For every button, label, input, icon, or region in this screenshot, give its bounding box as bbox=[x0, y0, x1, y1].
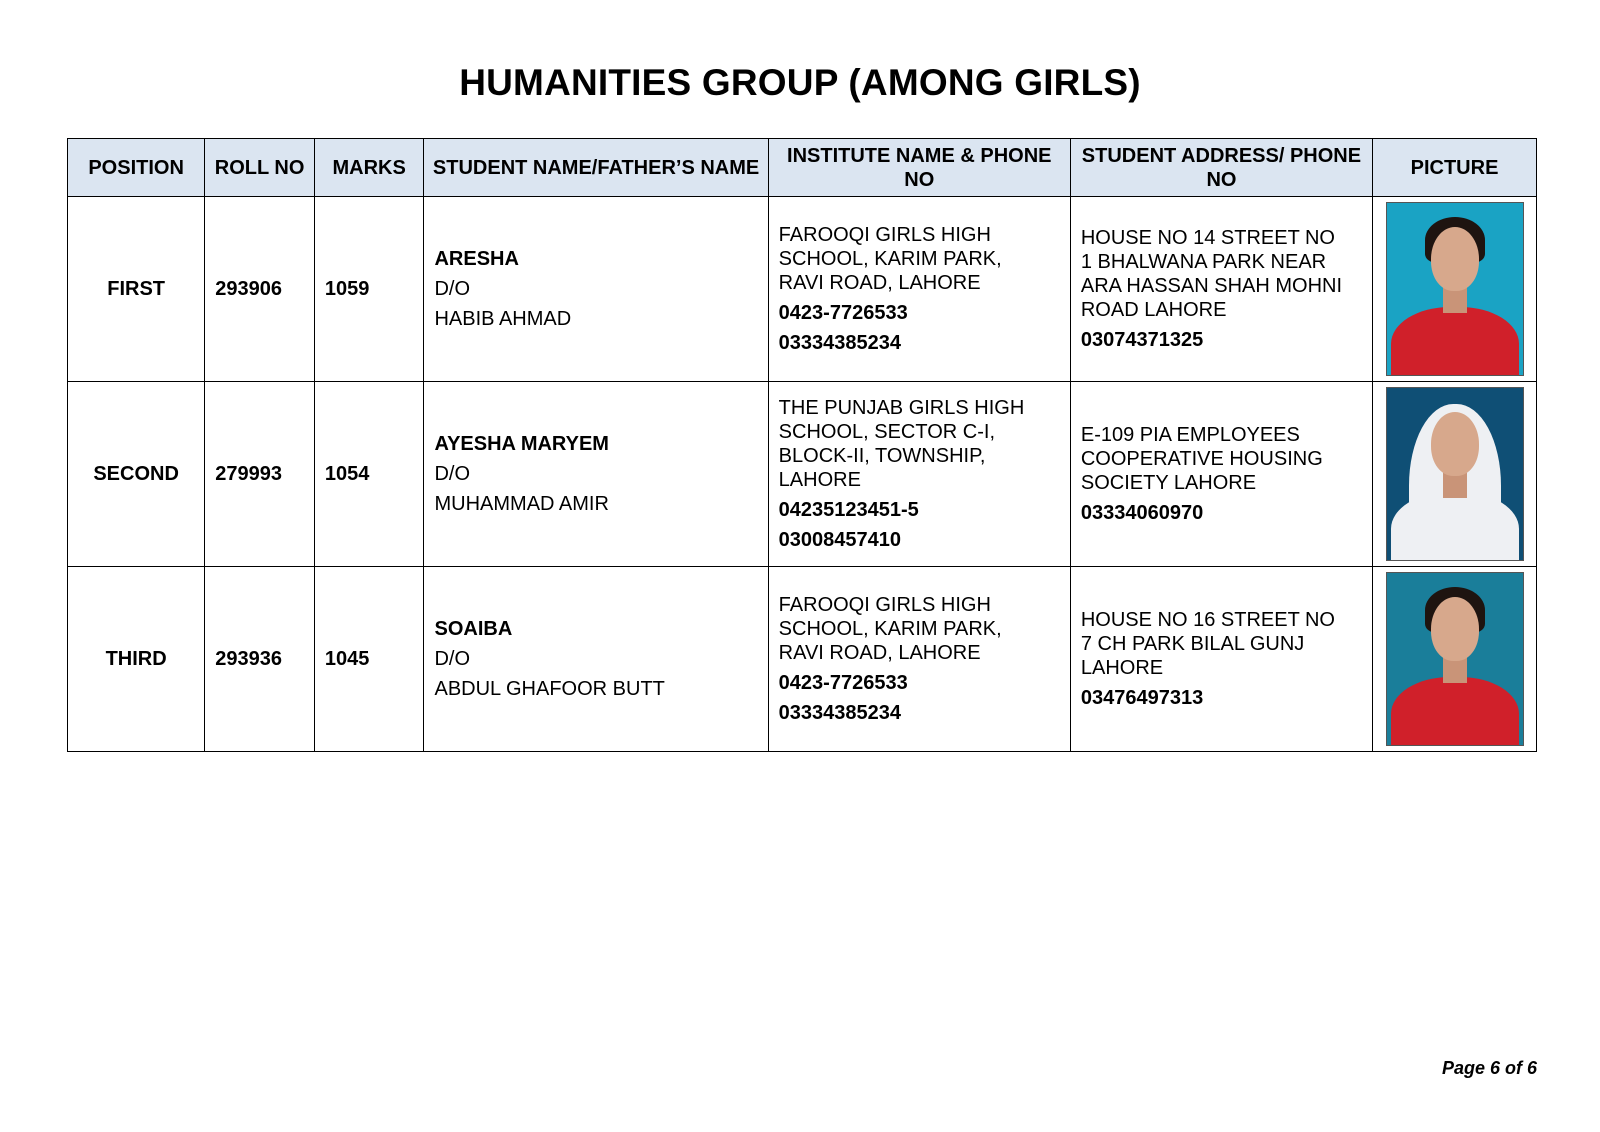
student-name: SOAIBA bbox=[434, 618, 513, 640]
address-cell bbox=[1070, 382, 1372, 567]
institute-line: SCHOOL, KARIM PARK, bbox=[778, 618, 1002, 640]
address-line: 7 CH PARK BILAL GUNJ bbox=[1080, 633, 1305, 655]
header-institute: INSTITUTE NAME & PHONE NO bbox=[768, 139, 1070, 197]
institute-phone: 0423-7726533 bbox=[778, 672, 908, 694]
relation: D/O bbox=[434, 463, 471, 485]
position-cell: FIRST bbox=[68, 197, 205, 382]
address-line: HOUSE NO 16 STREET NO bbox=[1080, 609, 1335, 631]
institute-phone: 03334385234 bbox=[778, 332, 902, 354]
table-row bbox=[68, 567, 1537, 752]
header-address: STUDENT ADDRESS/ PHONE NO bbox=[1070, 139, 1372, 197]
page-title: HUMANITIES GROUP (AMONG GIRLS) bbox=[459, 62, 1141, 103]
face-shape bbox=[1431, 227, 1479, 291]
institute-cell bbox=[768, 382, 1070, 567]
institute-cell bbox=[768, 567, 1070, 752]
outfit-shape bbox=[1391, 677, 1519, 746]
address-cell bbox=[1070, 567, 1372, 752]
father-name: HABIB AHMAD bbox=[434, 308, 572, 330]
institute-line: LAHORE bbox=[778, 469, 861, 491]
face-shape bbox=[1431, 412, 1479, 476]
institute-line: SCHOOL, SECTOR C-I, bbox=[778, 421, 995, 443]
picture-cell bbox=[1373, 197, 1537, 382]
student-name: ARESHA bbox=[434, 248, 519, 270]
table-row bbox=[68, 197, 1537, 382]
outfit-shape bbox=[1391, 307, 1519, 376]
marks-cell: 1054 bbox=[314, 382, 424, 567]
student-photo bbox=[1386, 387, 1524, 561]
address-line: COOPERATIVE HOUSING bbox=[1080, 448, 1323, 470]
address-line: LAHORE bbox=[1080, 657, 1164, 679]
student-name: AYESHA MARYEM bbox=[434, 433, 609, 455]
outfit-shape bbox=[1391, 492, 1519, 561]
results-table bbox=[67, 138, 1537, 752]
institute-line: FAROOQI GIRLS HIGH bbox=[778, 594, 991, 616]
position-cell: SECOND bbox=[68, 382, 205, 567]
picture-cell bbox=[1373, 567, 1537, 752]
address-line: E-109 PIA EMPLOYEES bbox=[1080, 424, 1300, 446]
institute-phone: 04235123451-5 bbox=[778, 499, 919, 521]
institute-line: FAROOQI GIRLS HIGH bbox=[778, 224, 991, 246]
face-shape bbox=[1431, 597, 1479, 661]
table-row bbox=[68, 382, 1537, 567]
header-student-name: STUDENT NAME/FATHER’S NAME bbox=[424, 139, 768, 197]
header-row bbox=[68, 139, 1537, 197]
student-photo bbox=[1386, 572, 1524, 746]
roll-no-cell: 293936 bbox=[205, 567, 315, 752]
header-marks: MARKS bbox=[314, 139, 424, 197]
father-name: ABDUL GHAFOOR BUTT bbox=[434, 678, 665, 700]
address-line: HOUSE NO 14 STREET NO bbox=[1080, 227, 1335, 249]
institute-cell bbox=[768, 197, 1070, 382]
address-cell bbox=[1070, 197, 1372, 382]
header-roll-no: ROLL NO bbox=[205, 139, 315, 197]
address-line: 1 BHALWANA PARK NEAR bbox=[1080, 251, 1327, 273]
address-phone: 03476497313 bbox=[1080, 687, 1204, 709]
marks-cell: 1059 bbox=[314, 197, 424, 382]
header-picture: PICTURE bbox=[1373, 139, 1537, 197]
header-position: POSITION bbox=[68, 139, 205, 197]
position-cell: THIRD bbox=[68, 567, 205, 752]
student-name-cell bbox=[424, 567, 768, 752]
page-number: Page 6 of 6 bbox=[1441, 1058, 1537, 1078]
relation: D/O bbox=[434, 278, 471, 300]
institute-phone: 03334385234 bbox=[778, 702, 902, 724]
picture-cell bbox=[1373, 382, 1537, 567]
institute-line: THE PUNJAB GIRLS HIGH bbox=[778, 397, 1025, 419]
roll-no-cell: 279993 bbox=[205, 382, 315, 567]
address-line: ARA HASSAN SHAH MOHNI bbox=[1080, 275, 1343, 297]
relation: D/O bbox=[434, 648, 471, 670]
institute-phone: 03008457410 bbox=[778, 529, 902, 551]
institute-line: BLOCK-II, TOWNSHIP, bbox=[778, 445, 986, 467]
student-name-cell bbox=[424, 382, 768, 567]
marks-cell: 1045 bbox=[314, 567, 424, 752]
student-photo bbox=[1386, 202, 1524, 376]
student-name-cell bbox=[424, 197, 768, 382]
address-phone: 03074371325 bbox=[1080, 329, 1204, 351]
father-name: MUHAMMAD AMIR bbox=[434, 493, 609, 515]
institute-line: RAVI ROAD, LAHORE bbox=[778, 272, 981, 294]
address-line: SOCIETY LAHORE bbox=[1080, 472, 1257, 494]
address-line: ROAD LAHORE bbox=[1080, 299, 1227, 321]
roll-no-cell: 293906 bbox=[205, 197, 315, 382]
institute-phone: 0423-7726533 bbox=[778, 302, 908, 324]
address-phone: 03334060970 bbox=[1080, 502, 1204, 524]
institute-line: RAVI ROAD, LAHORE bbox=[778, 642, 981, 664]
institute-line: SCHOOL, KARIM PARK, bbox=[778, 248, 1002, 270]
